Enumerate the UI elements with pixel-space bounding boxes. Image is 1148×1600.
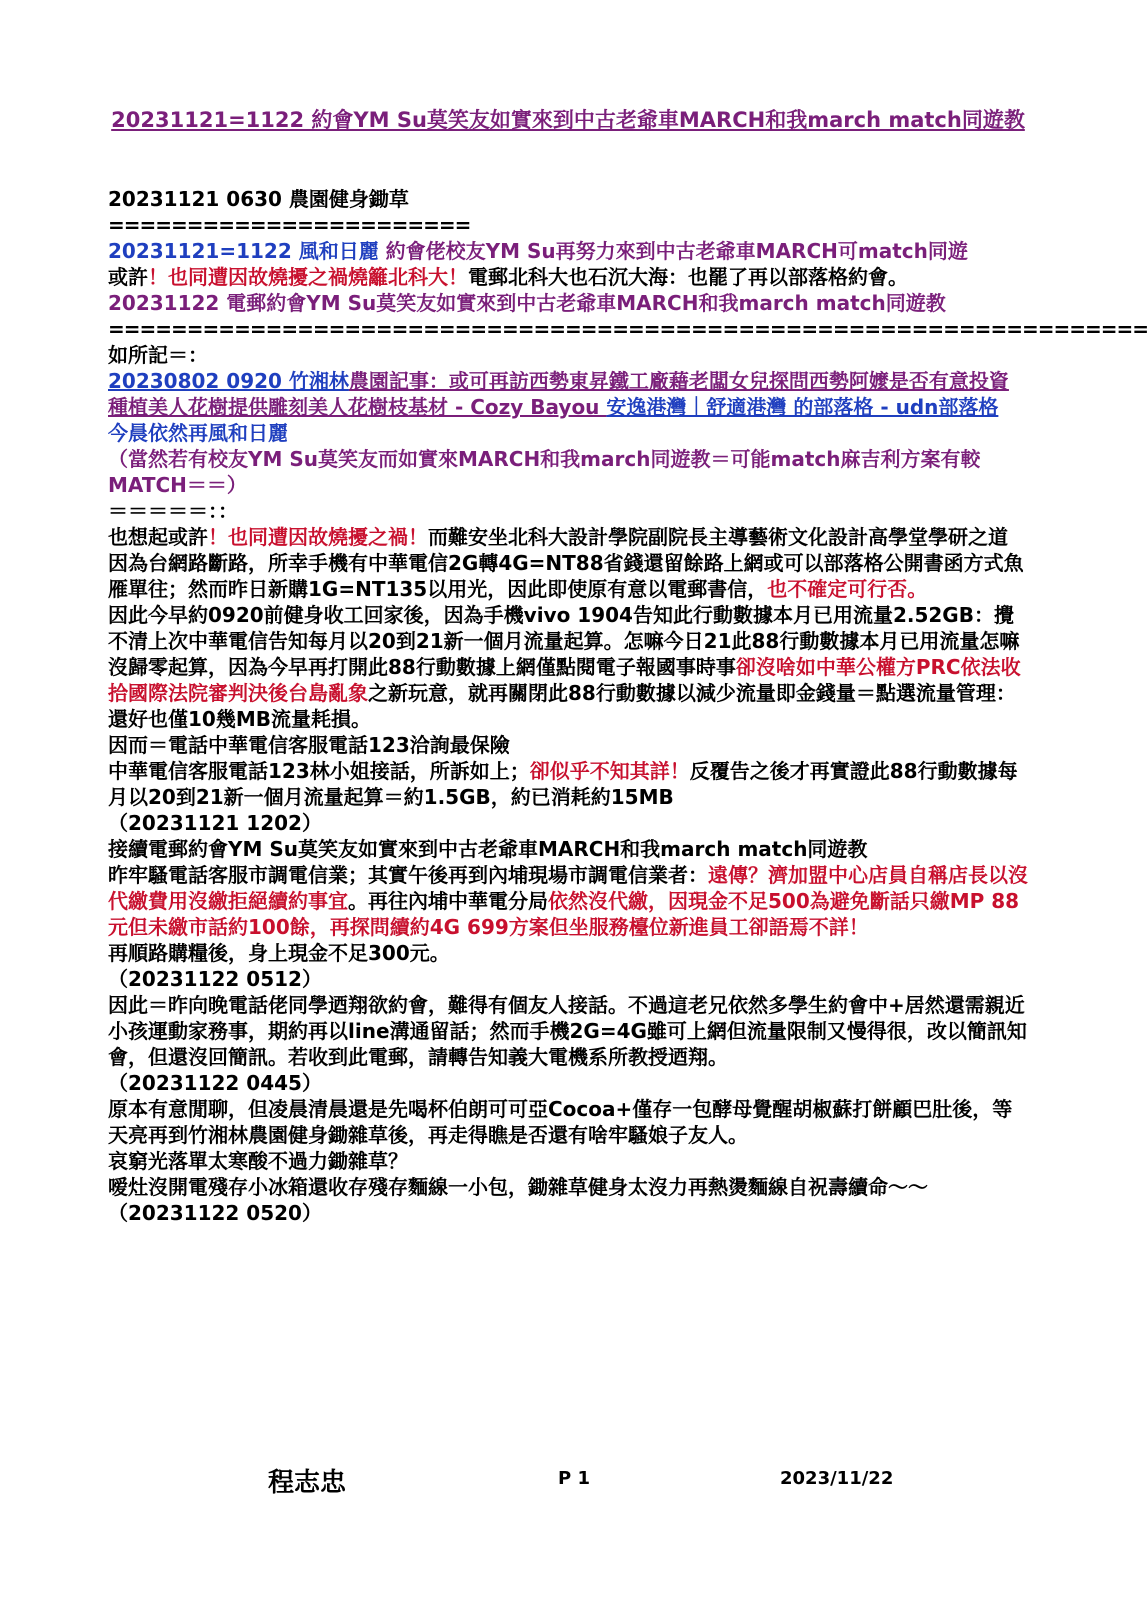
notice-line-2	[108, 264, 1028, 290]
footer-date: 2023/11/22	[780, 1468, 894, 1489]
paragraph-9: 因此＝昨向晚電話佬同學迺翔欲約會，難得有個友人接話。不過這老兄依然多學生約會中+居然還需親近小孩運動家務事，期約再以line溝通留話；然而手機2G=4G雖可上網但流量限制又慢得很，改以簡訊知會，但還沒回簡訊。若收到此電郵，請轉告知義大電機系所教授迺翔。	[108, 993, 1027, 1069]
footer-page-number: P 1	[558, 1468, 590, 1489]
timestamp-1: （20231121 1202）	[108, 811, 322, 835]
paragraph-2	[108, 550, 1028, 602]
footer-author: 程志忠	[268, 1468, 347, 1498]
notice-date: 20231121=1122 風和日麗	[108, 239, 379, 263]
paragraph-11: 哀窮光落單太寒酸不過力鋤雜草？	[108, 1149, 408, 1173]
para5-c: 反覆告之後才再實證此88行動數據每月以20到21新一個月流量起算＝約1.5GB，約已消耗約15MB	[108, 759, 1018, 809]
page-footer	[0, 1462, 1132, 1502]
paragraph-1	[108, 524, 1028, 550]
paragraph-3	[108, 602, 1028, 732]
blog-link-part3[interactable]: 安逸港灣｜舒適港灣 的部落格 - udn部落格	[606, 395, 999, 419]
separator-long: ==================================================================	[108, 317, 1148, 341]
paragraph-4: 因而＝電話中華電信客服電話123洽詢最保險	[108, 733, 510, 757]
para5-a: 中華電信客服電話123林小姐接話，所訴如上；	[108, 759, 530, 783]
para7-c: 。再往內埔中華電分局	[348, 889, 548, 913]
document-page	[108, 104, 1148, 1226]
paragraph-12: 嗳灶沒開電殘存小冰箱還收存殘存麵線一小包，鋤雜草健身太沒力再熱燙麵線自祝壽續命～～	[108, 1175, 928, 1199]
para1-c: 而難安坐北科大設計學院副院長主導藝術文化設計高學堂學研之道	[428, 525, 1008, 549]
document-title-link[interactable]: 20231121=1122 約會YM Su莫笑友如實來到中古老爺車MARCH和我march match同遊教	[111, 108, 1025, 132]
morning-line: 今晨依然再風和日麗	[108, 421, 288, 445]
para7-b: 遠傳？濟加盟中心店員自稱店長以沒代繳費用沒繳拒絕續約事宜	[108, 863, 1028, 913]
blog-link[interactable]	[108, 368, 1028, 420]
para5-b: 卻似乎不知其詳！	[529, 759, 690, 783]
para2-a: 因為台網路斷路，所幸手機有中華電信2G轉4G=NT88省錢還留餘路上網或可以部落格公開書函方式魚雁單往；然而昨日新購1G=NT135以用光，因此即使原有意以電郵書信，	[108, 551, 1024, 601]
paragraph-8: 再順路購糧後，身上現金不足300元。	[108, 941, 450, 965]
paragraph-10: 原本有意閒聊，但凌晨清晨還是先喝杯伯朗可可亞Cocoa+僅存一包酵母覺醒胡椒蘇打餅顧巴肚後，等天亮再到竹湘林農園健身鋤雜草後，再走得瞧是否還有啥牢騷娘子友人。	[108, 1097, 1013, 1147]
notice-text: 約會佬校友YM Su再努力來到中古老爺車MARCH可match同遊	[378, 239, 968, 263]
para2-b: 也不確定可行否。	[767, 577, 928, 601]
para7-a: 昨牢騷電話客服市調電信業；其實午後再到內埔現場市調電信業者：	[108, 863, 708, 887]
paragraph-5	[108, 758, 1028, 810]
heading: 20231121 0630 農園健身鋤草	[108, 187, 409, 211]
notice-line-1	[108, 238, 1028, 264]
as-noted: 如所記＝：	[108, 343, 208, 367]
para1-b: ！也同遭因故燒擾之禍！	[208, 525, 428, 549]
notice-line-3: 20231122 電郵約會YM Su莫笑友如實來到中古老爺車MARCH和我march match同遊教	[108, 291, 946, 315]
timestamp-4: （20231122 0520）	[108, 1201, 322, 1225]
notice-line2-b: ！也同遭因故燒擾之禍燒籬北科大！	[148, 265, 468, 289]
blog-link-part2[interactable]: 農園記事：或可再訪西勢東昇鐵工廠藉老闆女兒探問西勢阿嬤是否有意投資種植美人花樹提供雕刻美人花樹枝基材 - Cozy Bayou	[108, 369, 1009, 419]
para3-a: 因此今早約0920前健身收工回家後，因為手機vivo 1904告知此行動數據本月已用流量2.52GB：攪不清上次中華電信告知每月以20到21新一個月流量起算。怎嘛今日21此88行動數據本月已用流量怎嘛沒歸零起算，因為今早再打開此88行動數據上網僅點閱電子報國事時事	[108, 603, 1020, 679]
para1-a: 也想起或許	[108, 525, 208, 549]
para3-b: 卻沒啥如中華公權方PRC依法收拾國際法院審判決後台島亂象	[108, 655, 1021, 705]
notice-line2-c: 電郵北科大也石沉大海：也罷了再以部落格約會。	[468, 265, 908, 289]
blog-link-part1[interactable]: 20230802 0920 竹湘林	[108, 369, 349, 393]
para3-c: 之新玩意，就再關閉此88行動數據以減少流量即金錢量＝點選流量管理：還好也僅10幾MB流量耗損。	[108, 681, 1016, 731]
paren-note: （當然若有校友YM Su莫笑友而如實來MARCH和我march同遊教＝可能match麻吉利方案有較MATCH＝＝）	[108, 447, 981, 497]
paragraph-7	[108, 862, 1028, 940]
eq-line: ＝＝＝＝＝：：	[108, 499, 238, 523]
document-body	[108, 186, 1148, 1226]
timestamp-3: （20231122 0445）	[108, 1071, 322, 1095]
timestamp-2: （20231122 0512）	[108, 967, 322, 991]
paragraph-6: 接續電郵約會YM Su莫笑友如實來到中古老爺車MARCH和我march match同遊教	[108, 837, 868, 861]
separator-short: =======================	[108, 213, 471, 237]
para7-d: 依然沒代繳，因現金不足500為避免斷話只繳MP 88元但未繳市話約100餘，再探問續約4G 699方案但坐服務檯位新進員工卻語焉不詳！	[108, 889, 1020, 939]
notice-line2-a: 或許	[108, 265, 148, 289]
